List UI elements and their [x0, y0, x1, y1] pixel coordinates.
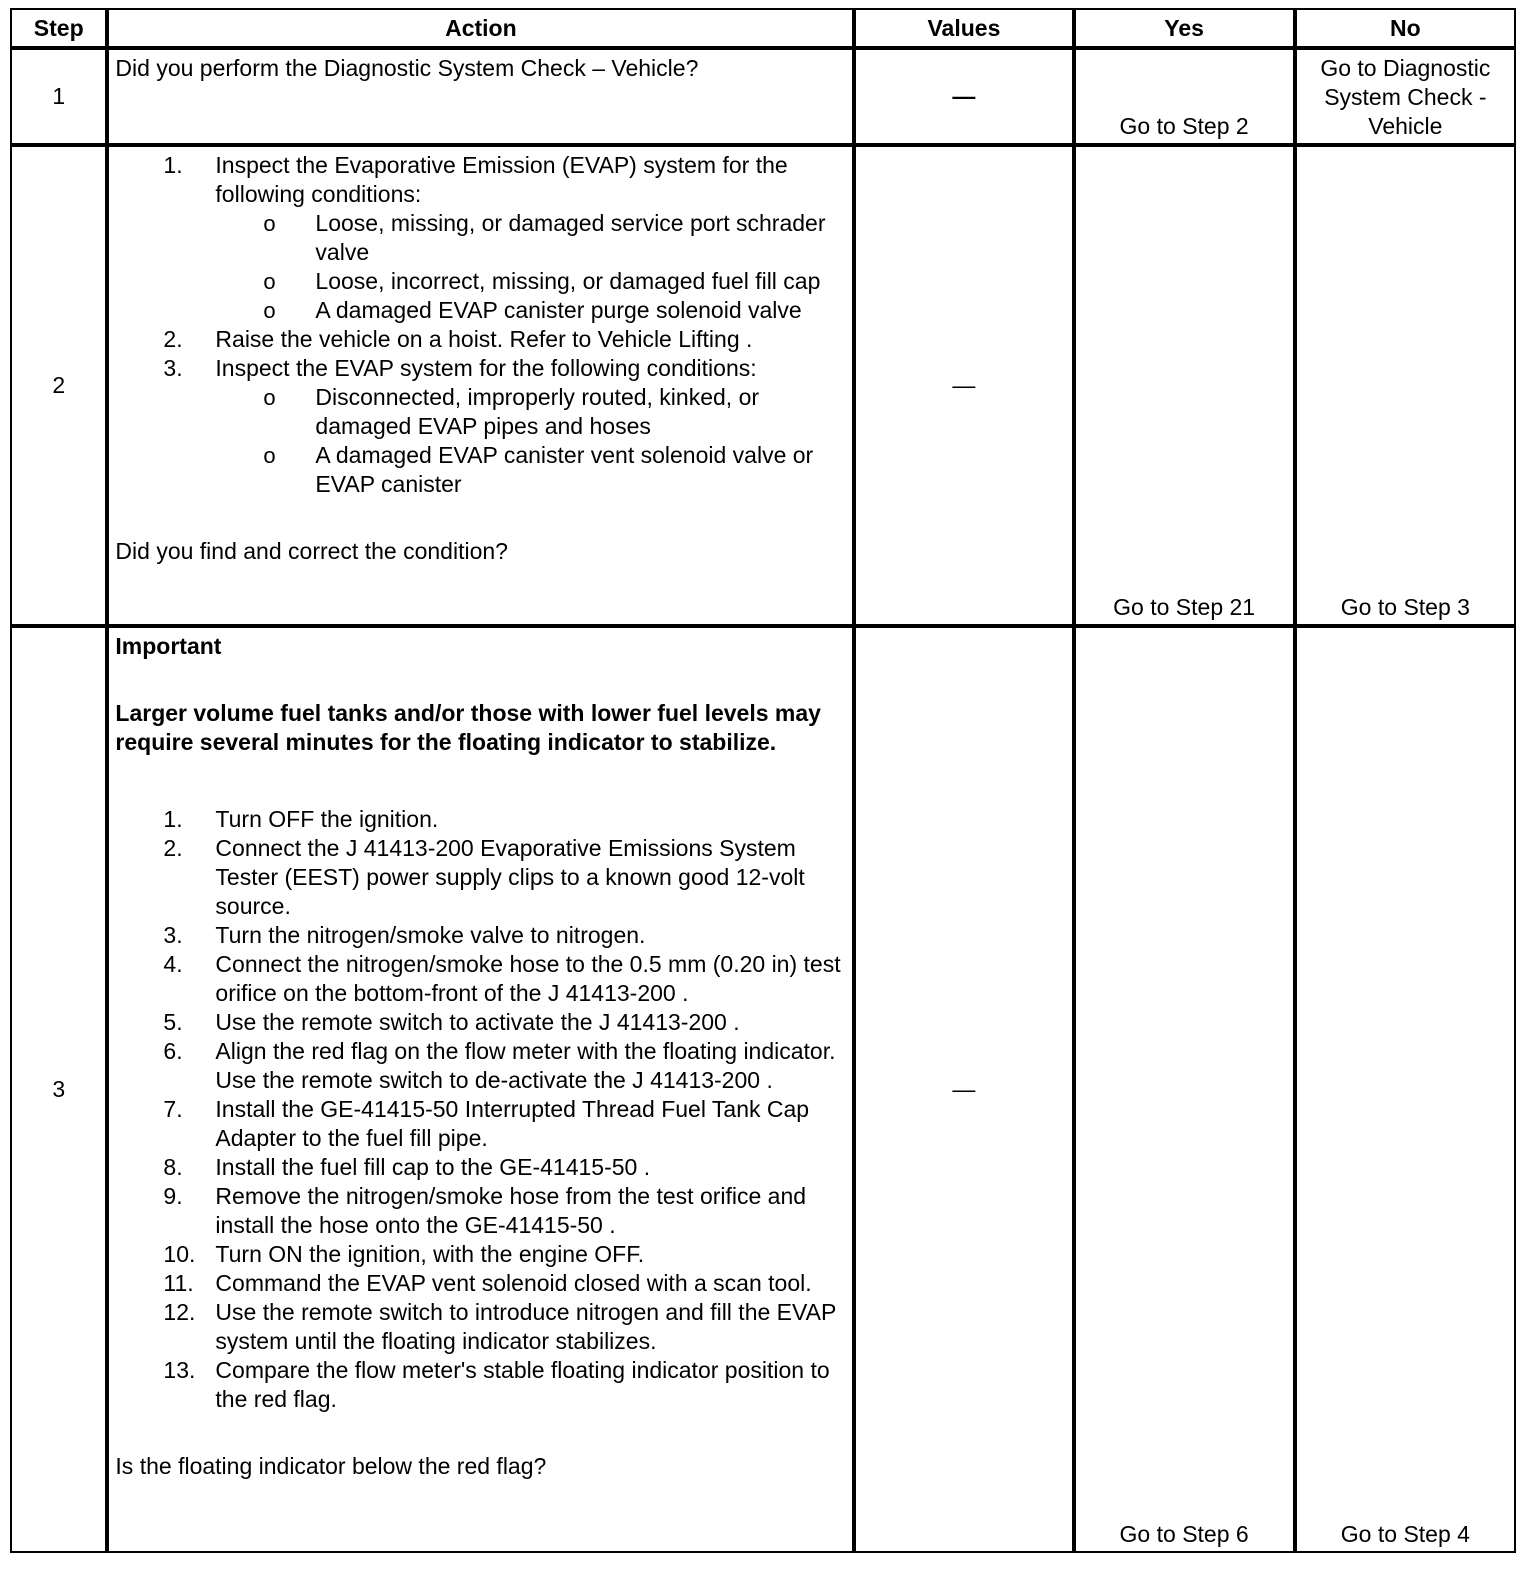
- list-text: Raise the vehicle on a hoist. Refer to Vehicle Lifting .: [215, 326, 753, 352]
- list-number: 10.: [163, 1241, 196, 1267]
- list-text: Install the GE-41415-50 Interrupted Thread Fuel Tank Cap Adapter to the fuel fill pipe.: [215, 1096, 810, 1151]
- list-item: [115, 921, 844, 950]
- list-item: [115, 1240, 844, 1269]
- step-question: Did you perform the Diagnostic System Check – Vehicle?: [115, 55, 699, 81]
- sub-list-item: o Loose, missing, or damaged service port schrader valve: [263, 210, 826, 265]
- action-cell: [107, 626, 854, 1553]
- list-number: 6.: [163, 1038, 183, 1064]
- important-note: Larger volume fuel tanks and/or those with lower fuel levels may require several minutes for the floating indicator to stabilize.: [115, 700, 821, 755]
- header-step: Step: [10, 8, 107, 48]
- list-item: [115, 805, 844, 834]
- list-number: 1.: [163, 806, 183, 832]
- yes-cell: Go to Step 21: [1074, 145, 1295, 626]
- circle-bullet-icon: o: [263, 298, 276, 323]
- list-number: 2.: [163, 835, 183, 861]
- values-cell: [854, 48, 1073, 145]
- list-item: [115, 1269, 844, 1298]
- list-number: 11.: [163, 1270, 194, 1296]
- list-text: Install the fuel fill cap to the GE-41415-50 .: [215, 1154, 651, 1180]
- table-row-step-3: [10, 626, 1516, 1553]
- important-heading: Important: [115, 633, 222, 659]
- list-text: Remove the nitrogen/smoke hose from the test orifice and install the hose onto the GE-41415-50 .: [215, 1183, 807, 1238]
- list-number: 1.: [163, 152, 183, 178]
- procedure-list: [115, 151, 844, 499]
- circle-bullet-icon: o: [263, 269, 276, 294]
- list-number: 12.: [163, 1299, 196, 1325]
- list-text: Turn the nitrogen/smoke valve to nitrogen.: [215, 922, 646, 948]
- list-number: 9.: [163, 1183, 183, 1209]
- list-number: 7.: [163, 1096, 183, 1122]
- list-text: Turn OFF the ignition.: [215, 806, 439, 832]
- list-text: Inspect the Evaporative Emission (EVAP) system for the following conditions:: [215, 152, 788, 207]
- list-item: [115, 354, 844, 499]
- header-no: No: [1295, 8, 1516, 48]
- list-number: 5.: [163, 1009, 183, 1035]
- list-text: Connect the J 41413-200 Evaporative Emissions System Tester (EEST) power supply clips to a known good 12-volt source.: [215, 835, 805, 919]
- no-cell: Go to Step 3: [1295, 145, 1516, 626]
- list-text: Compare the flow meter's stable floating indicator position to the red flag.: [215, 1357, 830, 1412]
- header-values: Values: [854, 8, 1073, 48]
- list-text: Connect the nitrogen/smoke hose to the 0.5 mm (0.20 in) test orifice on the bottom-front of the J 41413-200 .: [215, 951, 841, 1006]
- no-cell: Go to Step 4: [1295, 626, 1516, 1553]
- sub-list-item: o Loose, incorrect, missing, or damaged fuel fill cap: [263, 268, 821, 294]
- sub-list-item: o A damaged EVAP canister purge solenoid valve: [263, 297, 802, 323]
- list-item: [115, 1356, 844, 1414]
- list-item: [115, 950, 844, 1008]
- header-row: [10, 8, 1516, 48]
- sub-list-item: o Disconnected, improperly routed, kinked, or damaged EVAP pipes and hoses: [263, 384, 760, 439]
- list-number: 2.: [163, 326, 183, 352]
- table-row-step-2: [10, 145, 1516, 626]
- header-action: Action: [107, 8, 854, 48]
- circle-bullet-icon: o: [263, 385, 276, 410]
- sub-list-item: o A damaged EVAP canister vent solenoid valve or EVAP canister: [263, 442, 814, 497]
- list-text: Inspect the EVAP system for the following conditions:: [215, 355, 757, 381]
- list-item: [115, 325, 844, 354]
- list-item: [115, 1037, 844, 1095]
- list-text: Align the red flag on the flow meter with the floating indicator. Use the remote switch to de-activate the J 41413-200 .: [215, 1038, 836, 1093]
- circle-bullet-icon: o: [263, 211, 276, 236]
- list-text: Command the EVAP vent solenoid closed with a scan tool.: [215, 1270, 812, 1296]
- list-number: 8.: [163, 1154, 183, 1180]
- values-cell: —: [854, 145, 1073, 626]
- list-item: [115, 1095, 844, 1153]
- list-text: Use the remote switch to introduce nitrogen and fill the EVAP system until the floating indicator stabilizes.: [215, 1299, 836, 1354]
- list-item: [115, 1153, 844, 1182]
- circle-bullet-icon: o: [263, 443, 276, 468]
- action-cell: [107, 48, 854, 145]
- diagnostic-table: [10, 8, 1516, 1553]
- list-text: Turn ON the ignition, with the engine OFF.: [215, 1241, 645, 1267]
- sub-list: [215, 383, 844, 499]
- list-number: 13.: [163, 1357, 196, 1383]
- step-question: Is the floating indicator below the red flag?: [115, 1453, 547, 1479]
- list-item: [115, 834, 844, 921]
- list-item: [115, 1182, 844, 1240]
- table-row-step-1: [10, 48, 1516, 145]
- yes-cell: Go to Step 2: [1074, 48, 1295, 145]
- list-number: 3.: [163, 355, 183, 381]
- step-number: 2: [10, 145, 107, 626]
- list-item: [115, 151, 844, 325]
- action-cell: [107, 145, 854, 626]
- no-cell: Go to Diagnostic System Check - Vehicle: [1295, 48, 1516, 145]
- step-number: 3: [10, 626, 107, 1553]
- step-number: 1: [10, 48, 107, 145]
- procedure-list: [115, 805, 844, 1414]
- list-item: [115, 1298, 844, 1356]
- yes-cell: Go to Step 6: [1074, 626, 1295, 1553]
- step-question: Did you find and correct the condition?: [115, 538, 508, 564]
- values-dash: —: [952, 83, 976, 109]
- header-yes: Yes: [1074, 8, 1295, 48]
- list-number: 3.: [163, 922, 183, 948]
- list-item: [115, 1008, 844, 1037]
- sub-list: [215, 209, 844, 325]
- list-text: Use the remote switch to activate the J 41413-200 .: [215, 1009, 740, 1035]
- list-number: 4.: [163, 951, 183, 977]
- values-cell: —: [854, 626, 1073, 1553]
